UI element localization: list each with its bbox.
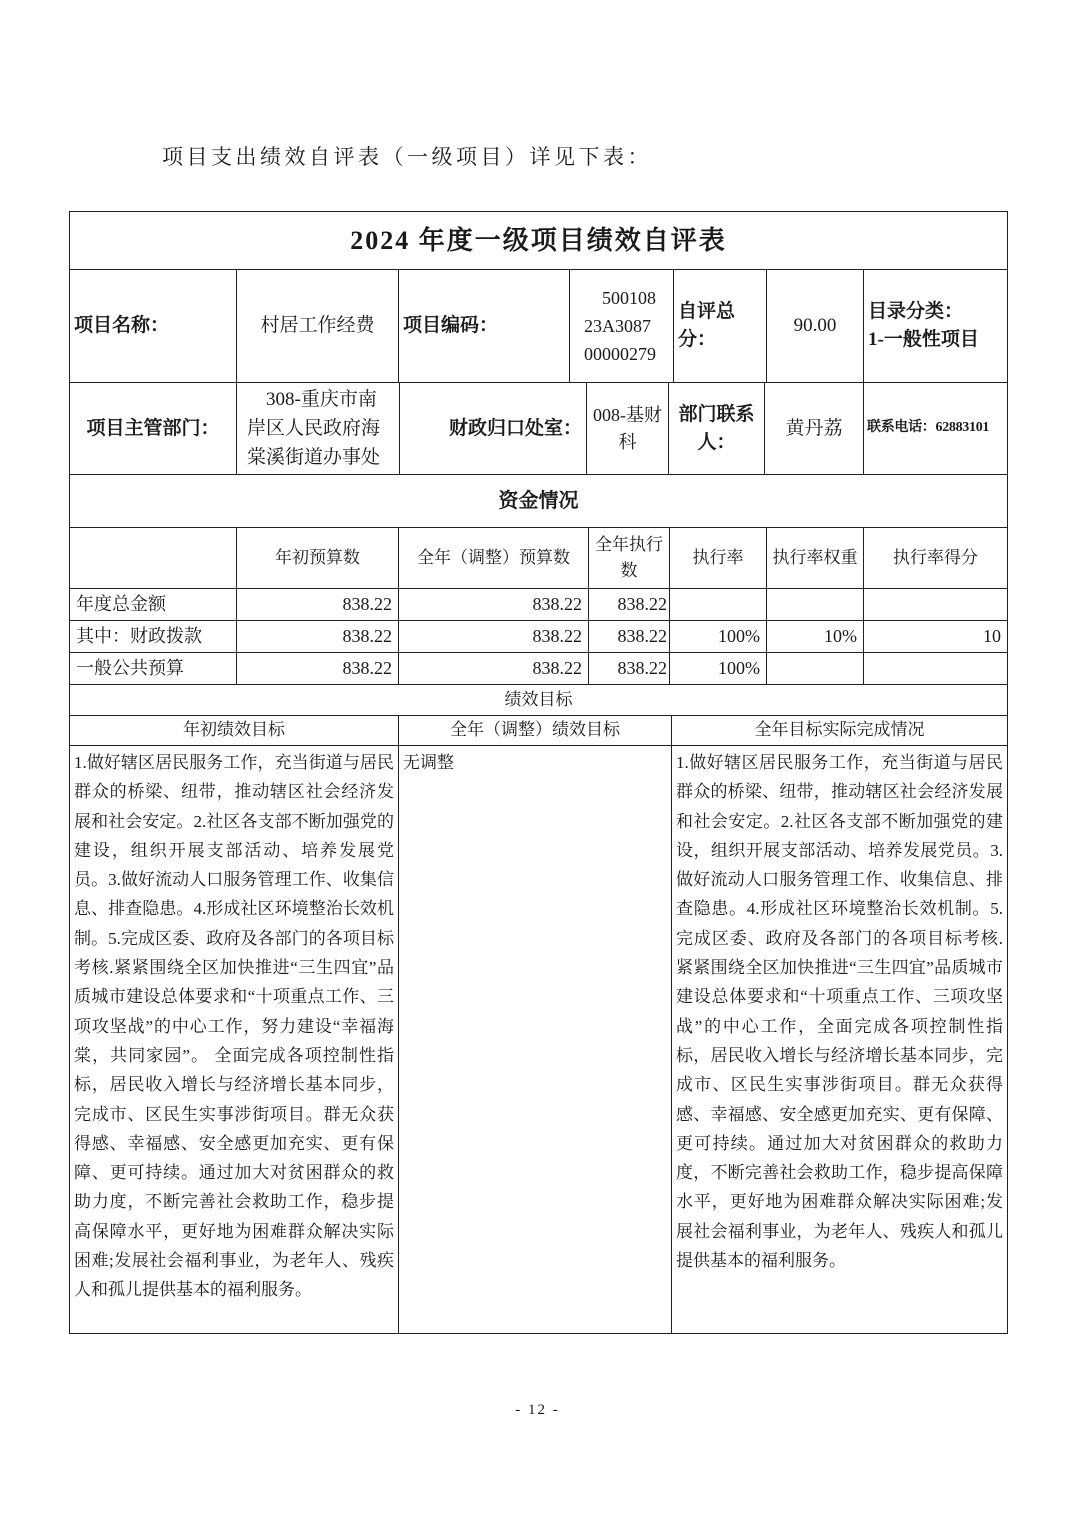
funding-header-executed: 全年执行数	[589, 528, 670, 588]
goals-header-row	[70, 716, 1007, 746]
funding-section-title: 资金情况	[498, 489, 579, 512]
goal-adjusted-text: 无调整	[399, 746, 672, 1333]
finance-office-value: 008-基财科	[587, 383, 669, 474]
table-title: 2024 年度一级项目绩效自评表	[350, 225, 727, 255]
funding-weight-value	[767, 589, 864, 620]
funding-header-score: 执行率得分	[893, 547, 978, 567]
funding-adjusted-value: 838.22	[399, 621, 589, 652]
contact-value: 黄丹荔	[765, 383, 864, 474]
funding-row-label: 年度总金额	[70, 589, 237, 620]
finance-office-label: 财政归口处室：	[400, 383, 587, 474]
funding-header-empty	[70, 528, 237, 588]
funding-adjusted-value: 838.22	[399, 589, 589, 620]
dept-label: 项目主管部门：	[70, 383, 237, 474]
goals-body-row	[70, 746, 1007, 1333]
goal-actual-text: 1.做好辖区居民服务工作，充当街道与居民群众的桥梁、纽带，推动辖区社会经济发展和社会安定。2.社区各支部不断加强党的建设，组织开展支部活动、培养发展党员。3.做好流动人口服务管理工作、收集信息、排查隐患。4.形成社区环境整治长效机制。5.完成区委、政府及各部门的各项目标考核.紧紧围绕全区加快推进“三生四宜”品质城市建设总体要求和“十项重点工作、三项攻坚战”的中心工作，全面完成各项控制性指标，居民收入增长与经济增长基本同步，完成市、区民生实事涉街项目。群无众获得感、幸福感、安全感更加充实、更有保障、更可持续。通过加大对贫困群众的救助力度，不断完善社会救助工作，稳步提高保障水平，更好地为困难群众解决实际困难;发展社会福利事业，为老年人、残疾人和孤儿提供基本的福利服务。	[676, 753, 1003, 1271]
department-row	[70, 383, 1007, 475]
funding-initial-value: 838.22	[237, 589, 399, 620]
funding-score-value: 10	[983, 626, 1001, 647]
goals-header-adjusted: 全年（调整）绩效目标	[399, 716, 672, 745]
funding-score-value	[864, 589, 1007, 620]
goal-initial-text: 1.做好辖区居民服务工作，充当街道与居民群众的桥梁、纽带，推动辖区社会经济发展和社会安定。2.社区各支部不断加强党的建设，组织开展支部活动、培养发展党员。3.做好流动人口服务管理工作、收集信息、排查隐患。4.形成社区环境整治长效机制。5.完成区委、政府及各部门的各项目标考核.紧紧围绕全区加快推进“三生四宜”品质城市建设总体要求和“十项重点工作、三项攻坚战”的中心工作，努力建设“幸福海棠，共同家园”。 全面完成各项控制性指标，居民收入增长与经济增长基本同步，完成市、区民生实事涉街项目。群无众获得感、幸福感、安全感更加充实、更有保障、更可持续。通过加大对贫困群众的救助力度，不断完善社会救助工作，稳步提高保障水平，更好地为困难群众解决实际困难;发展社会福利事业，为老年人、残疾人和孤儿提供基本的福利服务。	[70, 746, 399, 1333]
funding-header-rate: 执行率	[670, 528, 767, 588]
funding-row-label: 一般公共预算	[70, 653, 237, 684]
project-name-label: 项目名称：	[70, 270, 237, 382]
goals-header-actual: 全年目标实际完成情况	[754, 720, 925, 740]
funding-executed-value: 838.22	[589, 653, 670, 684]
funding-header-initial: 年初预算数	[237, 528, 399, 588]
funding-row-label: 其中：财政拨款	[70, 621, 237, 652]
funding-initial-value: 838.22	[237, 621, 399, 652]
funding-weight-value: 10%	[767, 621, 864, 652]
performance-table	[69, 211, 1008, 1334]
funding-executed-value: 838.22	[589, 589, 670, 620]
page-number: - 12 -	[515, 1402, 560, 1418]
self-score-value: 90.00	[767, 270, 864, 382]
category-label: 目录分类：	[868, 301, 964, 322]
funding-rate-value: 100%	[670, 621, 767, 652]
project-name-value: 村居工作经费	[237, 270, 399, 382]
category-cell	[864, 270, 1007, 382]
funding-header-row	[70, 528, 1007, 589]
project-code-value: 50010823A308700000279	[570, 270, 674, 382]
funding-row-fiscal	[70, 621, 1007, 653]
phone-cell: 联系电话：62883101	[867, 420, 990, 436]
funding-initial-value: 838.22	[237, 653, 399, 684]
intro-heading: 项目支出绩效自评表（一级项目）详见下表：	[162, 145, 652, 169]
contact-label: 部门联系人：	[669, 383, 765, 474]
funding-score-value	[864, 653, 1007, 684]
category-value: 1-一般性项目	[868, 329, 979, 350]
funding-row-total	[70, 589, 1007, 621]
goals-section-title: 绩效目标	[504, 689, 573, 709]
self-score-label: 自评总分：	[674, 270, 767, 382]
funding-header-adjusted: 全年（调整）预算数	[399, 528, 589, 588]
project-row	[70, 270, 1007, 383]
funding-rate-value	[670, 589, 767, 620]
funding-rate-value: 100%	[670, 653, 767, 684]
funding-row-public-budget	[70, 653, 1007, 685]
funding-executed-value: 838.22	[589, 621, 670, 652]
table-title-row	[70, 212, 1007, 270]
goals-header-initial: 年初绩效目标	[70, 716, 399, 745]
funding-section-row	[70, 475, 1007, 528]
goals-section-row	[70, 685, 1007, 716]
dept-value: 308-重庆市南岸区人民政府海棠溪街道办事处	[237, 383, 400, 474]
funding-adjusted-value: 838.22	[399, 653, 589, 684]
funding-weight-value	[767, 653, 864, 684]
project-code-label: 项目编码：	[399, 270, 570, 382]
funding-header-weight: 执行率权重	[767, 528, 864, 588]
